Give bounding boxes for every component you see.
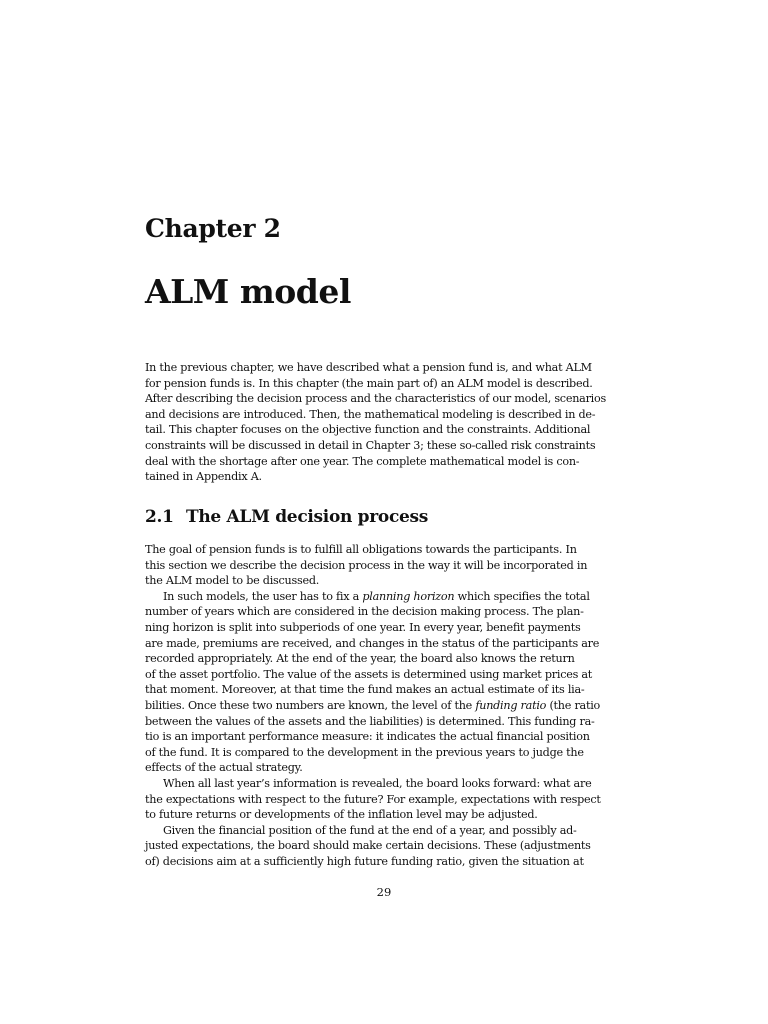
text-run: (the ratio <box>546 698 601 712</box>
text-line: number of years which are considered in the decision making process. The plan- <box>145 605 584 619</box>
text-line: the expectations with respect to the future? For example, expectations with respect <box>145 792 601 806</box>
text-line: and decisions are introduced. Then, the mathematical modeling is described in de- <box>145 407 596 421</box>
section-title: The ALM decision process <box>186 507 429 527</box>
section-number: 2.1 <box>145 507 174 527</box>
text-line: for pension funds is. In this chapter (the main part of) an ALM model is described. <box>145 376 593 390</box>
text-line: constraints will be discussed in detail in Chapter 3; these so-called risk constraints <box>145 438 596 452</box>
text-run: bilities. Once these two numbers are known, the level of the <box>145 698 476 712</box>
text-line: The goal of pension funds is to fulfill all obligations towards the participants. In <box>145 543 577 556</box>
text-line <box>145 698 613 714</box>
text-line: effects of the actual strategy. <box>145 761 303 775</box>
chapter-label: Chapter 2 <box>145 214 281 243</box>
text-line: are made, premiums are received, and changes in the status of the participants are <box>145 636 600 650</box>
section-heading <box>145 507 428 527</box>
text-line: When all last year’s information is revealed, the board looks forward: what are <box>163 776 592 790</box>
text-line: to future returns or developments of the inflation level may be adjusted. <box>145 808 538 822</box>
text-line: between the values of the assets and the liabilities) is determined. This funding ra- <box>145 714 595 728</box>
text-line: tio is an important performance measure: it indicates the actual financial position <box>145 730 590 744</box>
intro-paragraph <box>145 360 613 485</box>
text-run: which specifies the total <box>454 589 590 603</box>
text-line: tained in Appendix A. <box>145 470 262 484</box>
term-funding-ratio: funding ratio <box>475 698 547 712</box>
text-line: of) decisions aim at a sufficiently high future funding ratio, given the situation at <box>145 854 584 868</box>
text-line: tail. This chapter focuses on the objective function and the constraints. Additional <box>145 423 591 437</box>
text-line: recorded appropriately. At the end of the year, the board also knows the return <box>145 652 575 666</box>
page-number: 29 <box>376 885 392 899</box>
text-line: Given the financial position of the fund at the end of a year, and possibly ad- <box>163 823 577 837</box>
text-run: In such models, the user has to fix a <box>163 589 363 603</box>
text-line: this section we describe the decision process in the way it will be incorporated in <box>145 558 588 572</box>
text-line: After describing the decision process and the characteristics of our model, scenarios <box>145 392 606 406</box>
text-line: In the previous chapter, we have described what a pension fund is, and what ALM <box>145 361 592 374</box>
text-line: that moment. Moreover, at that time the fund makes an actual estimate of its lia- <box>145 683 585 697</box>
term-planning-horizon: planning horizon <box>362 589 455 603</box>
chapter-title: ALM model <box>145 272 351 311</box>
text-line <box>145 589 613 605</box>
text-line: justed expectations, the board should make certain decisions. These (adjustments <box>145 839 591 853</box>
text-line: the ALM model to be discussed. <box>145 574 320 588</box>
text-line: ning horizon is split into subperiods of one year. In every year, benefit payments <box>145 620 581 634</box>
text-line: of the asset portfolio. The value of the assets is determined using market prices at <box>145 667 593 681</box>
text-line: of the fund. It is compared to the development in the previous years to judge the <box>145 745 584 759</box>
section-body <box>145 542 613 869</box>
text-line: deal with the shortage after one year. The complete mathematical model is con- <box>145 454 580 468</box>
